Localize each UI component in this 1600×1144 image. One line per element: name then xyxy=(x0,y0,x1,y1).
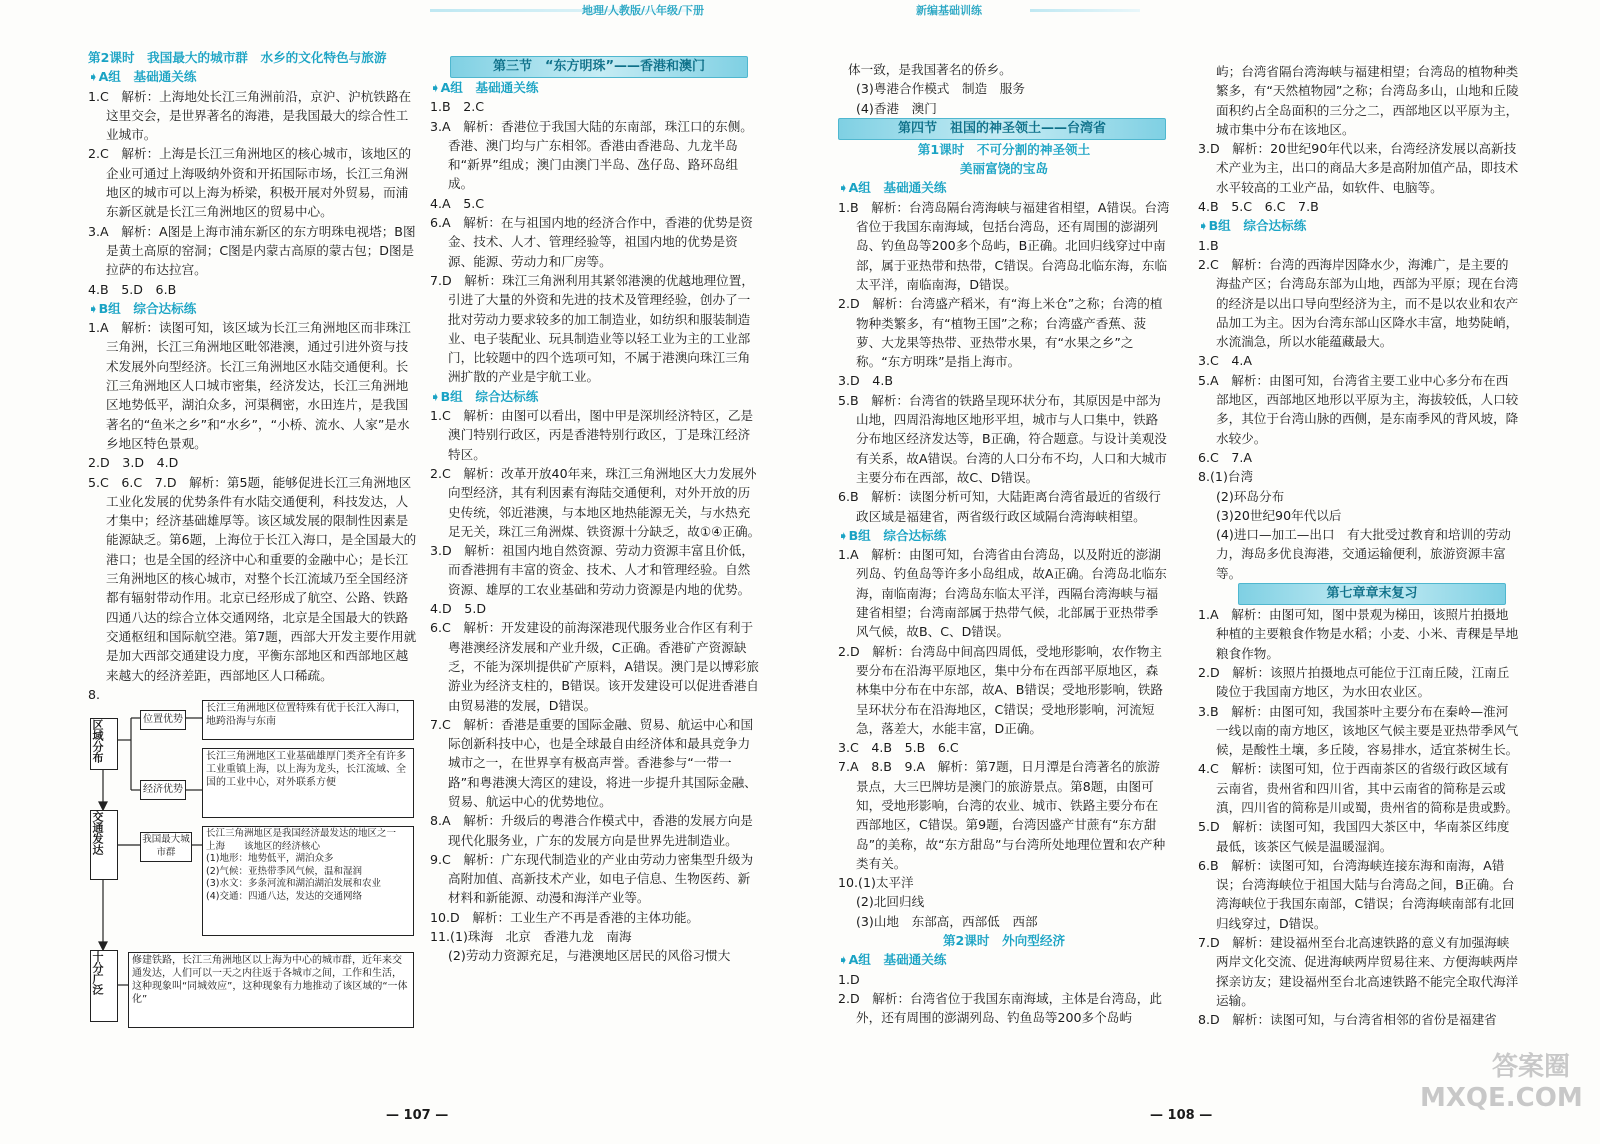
answer-sub-item: (2)劳动力资源充足，与港澳地区居民的风俗习惯大 xyxy=(448,948,731,964)
group-b-heading: ➧B组 综合达标练 xyxy=(1198,218,1307,234)
arrow-icon: ➧ xyxy=(88,69,99,85)
city-cluster-box: 我国最大城市群 xyxy=(140,832,192,862)
header-left-title: 地理/人教版/八年级/下册 xyxy=(582,4,705,17)
answer-item: 4.B 5.C 6.C 7.B xyxy=(1198,199,1319,215)
answer-item: 2.C 解析：台湾的西海岸因降水少，海滩广，是主要的海盐产区；台湾岛东部为山地，西部为平原；现在台湾的经济是以出口导向型经济为主，而不是以农业和农产品加工为主。因为台湾东部山区降水丰富，地势陡峭，水流湍急，所以水能蕴藏最大。 xyxy=(1198,256,1519,350)
column-1 xyxy=(88,48,420,704)
lesson-title: 第1课时 不可分割的神圣领土 xyxy=(917,141,1091,157)
answer-item: 4.A 5.C xyxy=(430,195,485,211)
concept-diagram xyxy=(86,690,412,1030)
answer-item: 3.D 解析：20世纪90年代以来，台湾经济发展以高新技术产业为主，出口的商品大多是高附加值产品，即技术水平较高的工业产品，如软件、电脑等。 xyxy=(1198,141,1519,195)
arrow-icon: ➧ xyxy=(430,80,441,95)
arrow-icon: ➧ xyxy=(1198,218,1209,234)
answer-item: 8.(1)台湾 xyxy=(1198,469,1254,485)
answer-item: 3.C 4.B 5.B 6.C xyxy=(838,740,959,756)
answer-item: 4.B 5.D 6.B xyxy=(88,281,177,297)
arrow-icon: ➧ xyxy=(838,952,849,968)
lesson-title: 第2课时 我国最大的城市群 水乡的文化特色与旅游 xyxy=(88,50,387,65)
answer-item: 1.A 解析：由图可知，台湾省由台湾岛，以及附近的澎湖列岛、钓鱼岛等许多小岛组成，故A正确。台湾岛北临东海，南临南海；台湾岛东临太平洋，西隔台湾海峡与福建省相望；台湾南部属于热带气候，北部属于亚热带季风气候，故B、C、D错误。 xyxy=(838,547,1167,640)
answer-item: 2.D 解析：台湾盛产稻米，有“海上米仓”之称；台湾的植物种类繁多，有“植物王国”之称；台湾盛产香蕉、菠萝、大龙果等热带、亚热带水果，有“水果之乡”之称。“东方明珠”是指上海市。 xyxy=(838,296,1163,370)
answer-item: 9.C 解析：广东现代制造业的产业由劳动力密集型升级为高附加值、高新技术产业，如电子信息、生物医药、新材料和新能源、动漫和海洋产业等。 xyxy=(430,851,754,906)
section-banner: 第四节 祖国的神圣领土——台湾省 xyxy=(838,118,1166,140)
answer-item: 6.A 解析：在与祖国内地的经济合作中，香港的优势是资金、技术、人才、管理经验等，祖国内地的优势是资源、能源、劳动力和厂房等。 xyxy=(430,215,753,269)
column-2 xyxy=(430,56,762,966)
answer-item: 5.C 6.C 7.D 解析：第5题，能够促进长江三角洲地区工业化发展的优势条件有水陆交通便利，科技发达，人才集中；经济基础雄厚等。该区域发展的限制性因素是能源缺乏。第6题，上海位于长江入海口，是全国最大的港口；也是全国的经济中心和重要的金融中心；是长江三角洲地区的核心城市，对整个长江流域乃至全国经济都有辐射带动作用。北京已经形成了航空、公路、铁路四通八达的综合立体交通网络，北京是全国最大的铁路交通枢纽和国际航空港。第7题，西部大开发主要作用就是加大西部交通建设力度，平衡东部地区和西部地区越来越大的经济差距，西部地区人口稀疏。 xyxy=(88,474,417,683)
answer-sub-item: (3)20世纪90年代以后 xyxy=(1216,507,1342,523)
answer-item: 2.D 解析：台湾省位于我国东南海域，主体是台湾岛，此外，还有周围的澎湖列岛、钓鱼岛等200多个岛屿 xyxy=(838,990,1162,1026)
arrow-icon: ➧ xyxy=(838,527,849,543)
answer-item: 1.A 解析：由图可知，图中景观为梯田，该照片拍摄地种植的主要粮食作物是水稻；小麦、小米、青稞是旱地粮食作物。 xyxy=(1198,607,1519,661)
page-number-right: — 108 — xyxy=(1150,1108,1213,1123)
answer-item: 11.(1)珠海 北京 香港九龙 南海 xyxy=(430,929,632,945)
answer-item: 1.A 解析：读图可知，该区域为长江三角洲地区而非珠江三角洲，长江三角洲地区毗邻港澳，通过引进外资与技术发展外向型经济。长江三角洲地区水陆交通便利。长江三角洲地区人口城市密集，经济发达，长江三角洲地区地势低平，湖泊众多，河渠稠密，水田连片，是我国著名的“鱼米之乡”和“水乡”，“小桥、流水、人家”是水乡地区特色景观。 xyxy=(88,320,411,451)
answer-item: 6.B 解析：读图可知，台湾海峡连接东海和南海，A错误；台湾海峡位于祖国大陆与台湾岛之间，B正确。台湾海峡位于我国东南部，C错误；台湾海峡南部有北回归线穿过，D错误。 xyxy=(1198,857,1515,931)
note-box-2: 长江三角洲地区工业基础雄厚门类齐全有许多工业重镇上海，以上海为龙头，长江流域、全国的工业中心，对外联系方便 xyxy=(202,748,414,818)
watermark-logo: 答案圈 MXQE.COM xyxy=(1420,1052,1583,1113)
column-4 xyxy=(1198,62,1520,1030)
note-box-1: 长江三角洲地区位置特殊有优于长江入海口，地跨沿海与东南 xyxy=(202,700,414,740)
answer-item: 2.C 解析：改革开放40年来，珠江三角洲地区大力发展外向型经济，其有利因素有海陆交通便利，对外开放的历史传统，邻近港澳，与本地区地热能源无关，与水热充足无关，珠江三角洲煤、铁资源十分缺乏，故①④正确。 xyxy=(430,465,761,539)
group-a-heading: ➧A组 基础通关练 xyxy=(838,180,947,196)
answer-item: 5.B 解析：台湾省的铁路呈现环状分布，其原因是中部为山地，四周沿海地区地形平坦，城市与人口集中，铁路分布地区经济发达等，B正确，符合题意。与设计美观没有关系，故A错误。台湾的人口分布不均，人口和大城市主要分布在西部，故C、D错误。 xyxy=(838,392,1167,485)
answer-item: 2.C 解析：上海是长江三角洲地区的核心城市，该地区的企业可通过上海吸纳外资和开拓国际市场，长江三角洲地区的城市可以上海为桥梁，积极开展对外贸易，而浦东新区就是长江三角洲地区的贸易中心。 xyxy=(88,146,412,220)
answer-line: (3)粤港合作模式 制造 服务 xyxy=(856,81,1025,97)
region-box: 区域分布 xyxy=(90,718,118,770)
answer-item: 2.D 解析：台湾岛中间高四周低，受地形影响，农作物主要分布在沿海平原地区，集中分布在西部平原地区，森林集中分布在中东部，故A、B错误；受地形影响，铁路呈环状分布在沿海地区，C错误；受地形影响，河流短急，落差大，水能丰富，D正确。 xyxy=(838,643,1163,736)
section-banner: 第七章章末复习 xyxy=(1238,583,1506,605)
answer-item: 1.B 解析：台湾岛隔台湾海峡与福建省相望，A错误。台湾省位于我国东南海域，包括台湾岛，还有周围的澎湖列岛、钓鱼岛等200多个岛屿，B正确。北回归线穿过中南部，属于亚热带和热带，C错误。台湾岛北临东海，东临太平洋，南临南海，D错误。 xyxy=(838,199,1170,292)
answer-item: 7.D 解析：建设福州至台北高速铁路的意义有加强海峡两岸文化交流、促进海峡两岸贸易往来、方便海峡两岸探亲访友；建设福州至台北高速铁路不能完全取代海洋运输。 xyxy=(1198,935,1519,1008)
answer-item: 5.D 解析：读图可知，我国四大茶区中，华南茶区纬度最低，该茶区气候是温暖湿润。 xyxy=(1198,819,1510,854)
answer-sub-item: (3)山地 东部高，西部低 西部 xyxy=(856,913,1038,929)
answer-item: 7.D 解析：珠江三角洲利用其紧邻港澳的优越地理位置，引进了大量的外资和先进的技术及管理经验，创办了一批对劳动力要求较多的加工制造业，如纺织和服装制造业、电子装配业、玩具制造业等以轻工业为主的工业部门，比较题中的四个选项可知，不属于港澳向珠江三角洲扩散的产业是宇航工业。 xyxy=(430,272,754,385)
section-banner: 第三节 “东方明珠”——香港和澳门 xyxy=(450,56,748,78)
arrow-icon: ➧ xyxy=(88,300,99,316)
answer-item: 7.C 解析：香港是重要的国际金融、贸易、航运中心和国际创新科技中心，也是全球最自由经济体和最具竞争力城市之一，在世界享有极高声誉。香港参与“一带一路”和粤港澳大湾区的建设，将进一步提升其国际金融、贸易、航运中心的优势地位。 xyxy=(430,716,757,809)
answer-item: 10.(1)太平洋 xyxy=(838,875,914,891)
answer-item: 5.A 解析：由图可知，台湾省主要工业中心多分布在西部地区，西部地区地形以平原为主，海拔较低，人口较多，其位于台湾山脉的西侧，是东南季风的背风坡，降水较少。 xyxy=(1198,372,1519,446)
answer-item: 8.D 解析：读图可知，与台湾省相邻的省份是福建省 xyxy=(1198,1012,1497,1028)
answer-item: 3.A 解析：A图是上海市浦东新区的东方明珠电视塔；B图是黄土高原的窑洞；C图是内蒙古高原的蒙古包；D图是拉萨的布达拉宫。 xyxy=(88,223,416,278)
answer-item: 1.C 解析：上海地处长江三角洲前沿，京沪、沪杭铁路在这里交会，是世界著名的海港，是我国最大的综合性工业城市。 xyxy=(88,88,412,143)
traffic-box: 交通发达 xyxy=(90,810,118,880)
column-3 xyxy=(838,60,1170,1028)
note-box-4: 修建铁路，长江三角洲地区以上海为中心的城市群，近年来交通发达，人们可以一天之内往返于各城市之间，工作和生活，这种现象叫“同城效应”，这种现象有力地推动了该区域的“一体化” xyxy=(128,952,414,1028)
answer-item: 1.B xyxy=(1198,237,1219,253)
answer-item: 3.C 4.A xyxy=(1198,353,1253,369)
answer-item: 6.B 解析：读图分析可知，大陆距离台湾省最近的省级行政区域是福建省，两省级行政区域隔台湾海峡相望。 xyxy=(838,489,1161,524)
group-b-heading: ➧B组 综合达标练 xyxy=(88,300,197,316)
group-a-heading: ➧A组 基础通关练 xyxy=(838,952,947,968)
answer-item: 6.C 解析：开发建设的前海深港现代服务业合作区有利于粤港澳经济发展和产业升级，C正确。香港矿产资源缺乏，不能为深圳提供矿产原料，A错误。澳门是以博彩旅游业为经济支柱的，B错误。该开发建设可以促进香港自由贸易港的发展，D错误。 xyxy=(430,620,759,713)
answer-sub-item: (2)北回归线 xyxy=(856,894,925,910)
arrow-icon: ➧ xyxy=(838,180,849,196)
page-number-left: — 107 — xyxy=(386,1108,449,1123)
group-a-heading: ➧A组 基础通关练 xyxy=(430,80,539,95)
answer-item: 7.A 8.B 9.A 解析：第7题，日月潭是台湾著名的旅游景点，大三巴牌坊是澳门的旅游景点。第8题，由图可知，受地形影响，台湾的农业、城市、铁路主要分布在西部地区，C错误。第9题，台湾因盛产甘蔗有“东方甜岛”的美称，故“东方甜岛”与台湾所处地理位置和农产种类有关。 xyxy=(838,759,1166,871)
group-b-heading: ➧B组 综合达标练 xyxy=(430,388,539,404)
wide-box: 十分广泛 xyxy=(90,950,118,1022)
answer-sub-item: (4)进口—加工—出口 有大批受过教育和培训的劳动力，海岛多优良海港，交通运输便利，旅游资源丰富等。 xyxy=(1216,527,1511,581)
answer-item: 2.D 解析：该照片拍摄地点可能位于江南丘陵，江南丘陵位于我国南方地区，为水田农业区。 xyxy=(1198,664,1510,700)
answer-item: 3.A 解析：香港位于我国大陆的东南部，珠江口的东侧。香港、澳门均与广东相邻。香港由香港岛、九龙半岛和“新界”组成；澳门由澳门半岛、氹仔岛、路环岛组成。 xyxy=(430,118,753,192)
location-advantage-box: 位置优势 xyxy=(140,710,186,730)
answer-item: 8.A 解析：升级后的粤港合作模式中，香港的发展方向是现代化服务业，广东的发展方向是世界先进制造业。 xyxy=(430,813,753,848)
header-right-title: 新编基础训练 xyxy=(916,4,982,17)
lesson-subtitle: 美丽富饶的宝岛 xyxy=(959,161,1049,177)
answer-item: 1.C 解析：由图可以看出，图中甲是深圳经济特区，乙是澳门特别行政区，丙是香港特别行政区，丁是珠江经济特区。 xyxy=(430,408,754,462)
answer-item: 3.D 4.B xyxy=(838,373,893,389)
answer-item: 6.C 7.A xyxy=(1198,449,1253,465)
answer-item: 1.D xyxy=(838,971,860,987)
answer-item: 4.D 5.D xyxy=(430,601,487,617)
answer-line: 体一致，是我国著名的侨乡。 xyxy=(848,62,1012,77)
answer-item: 8. xyxy=(88,686,101,702)
answer-item: 3.B 解析：由图可知，我国茶叶主要分布在秦岭—淮河一线以南的南方地区，该地区气候主要是亚热带季风气候，是酸性土壤，多丘陵，容易排水，适宜茶树生长。 xyxy=(1198,703,1519,758)
answer-item: 3.D 解析：祖国内地自然资源、劳动力资源丰富且价低，而香港拥有丰富的资金、技术、人才和管理经验。自然资源、雄厚的工农业基础和劳动力资源是内地的优势。 xyxy=(430,543,754,597)
group-b-heading: ➧B组 综合达标练 xyxy=(838,527,947,543)
answer-item: 2.D 3.D 4.D xyxy=(88,455,179,471)
answer-item: 1.B 2.C xyxy=(430,99,485,115)
lesson-title-2: 第2课时 外向型经济 xyxy=(942,933,1066,949)
answer-item: 4.C 解析：读图可知，位于西南茶区的省级行政区域有云南省，贵州省和四川省，其中云南省的简称是云或滇，四川省的简称是川或蜀，贵州省的简称是贵或黔。 xyxy=(1198,761,1519,815)
header-bar-right xyxy=(1030,9,1140,12)
arrow-icon: ➧ xyxy=(430,388,441,404)
answer-line: 屿；台湾省隔台湾海峡与福建相望；台湾岛的植物种类繁多，有“天然植物园”之称；台湾岛多山，山地和丘陵面积约占全岛面积的三分之二，西部地区以平原为主，城市集中分布在该地区。 xyxy=(1216,64,1519,137)
economic-advantage-box: 经济优势 xyxy=(140,780,186,800)
answer-item: 10.D 解析：工业生产不再是香港的主体功能。 xyxy=(430,909,700,925)
answer-line: (4)香港 澳门 xyxy=(856,100,937,116)
group-a-heading: ➧A组 基础通关练 xyxy=(88,69,197,85)
answer-sub-item: (2)环岛分布 xyxy=(1216,488,1285,504)
note-box-3: 长江三角洲地区是我国经济最发达的地区之一 上海 该地区的经济核心 (1)地形：地势低平，湖泊众多 (2)气候：亚热带季风气候，温和湿润 (3)水文：多条河流和湖泊湖泊发展和农业 (4)交通：四通八达，发达的交通网络 xyxy=(202,826,414,936)
